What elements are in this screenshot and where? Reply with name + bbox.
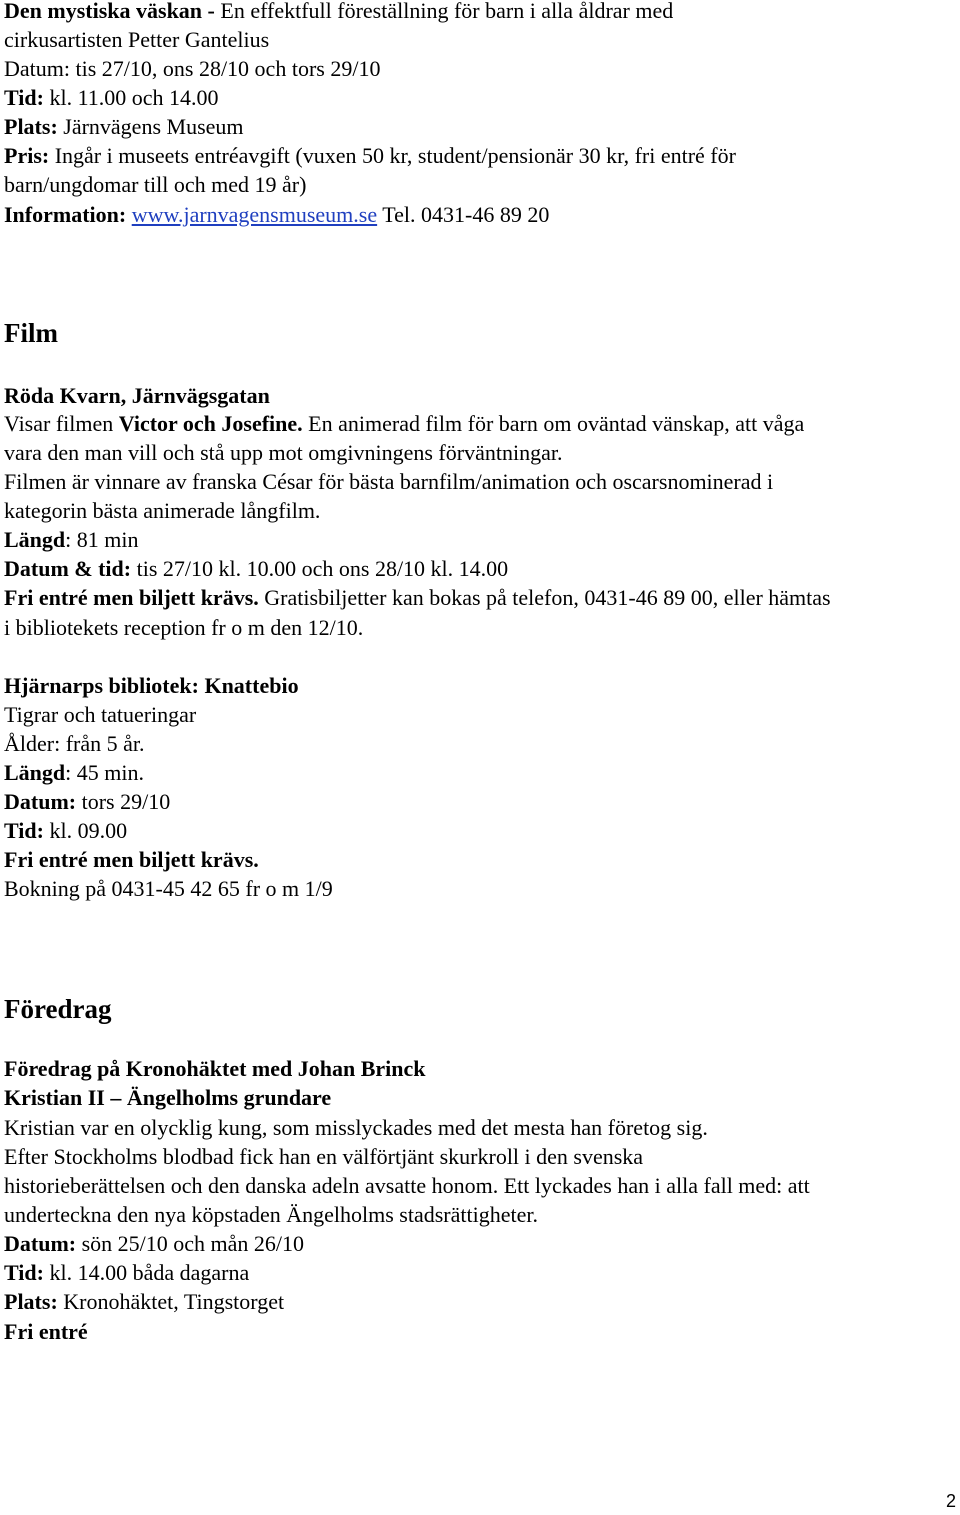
lecture-title: Föredrag på Kronohäktet med Johan Brinck xyxy=(4,1056,426,1081)
knattebio-date-line xyxy=(4,787,170,816)
film-length-value: : 81 min xyxy=(65,527,139,552)
knattebio-booking: Bokning på 0431-45 42 65 fr o m 1/9 xyxy=(4,876,333,901)
film-ticket-info-2: i bibliotekets reception fr o m den 12/10. xyxy=(4,615,364,640)
page-number: 2 xyxy=(945,1491,956,1511)
knattebio-time-value: kl. 09.00 xyxy=(43,818,128,843)
lecture-time-value: kl. 14.00 båda dagarna xyxy=(43,1260,250,1285)
event-price-line-2: barn/ungdomar till och med 19 år) xyxy=(4,172,307,197)
event-title-line xyxy=(4,0,673,25)
film-ticket-line xyxy=(4,583,831,612)
lecture-place-value: Kronohäktet, Tingstorget xyxy=(57,1289,285,1314)
knattebio-length-label: Längd xyxy=(4,760,66,785)
lecture-body-1: Kristian var en olycklig kung, som misslyckades med det mesta han företog sig. xyxy=(4,1115,708,1140)
lecture-body-2: Efter Stockholms blodbad fick han en välförtjänt skurkroll i den svenska xyxy=(4,1144,644,1169)
lecture-time-line xyxy=(4,1258,249,1287)
lecture-body-4: underteckna den nya köpstaden Ängelholms stadsrättigheter. xyxy=(4,1202,538,1227)
place-label: Plats: xyxy=(4,114,58,139)
film-free-entry: Fri entré men biljett krävs. xyxy=(4,585,259,610)
price-value: Ingår i museets entréavgift (vuxen 50 kr, student/pensionär 30 kr, fri entré för xyxy=(49,143,736,168)
event-time-line xyxy=(4,83,219,112)
place-value: Järnvägens Museum xyxy=(57,114,244,139)
film-datetime-line xyxy=(4,554,508,583)
price-label: Pris: xyxy=(4,143,50,168)
event-title-rest: En effektfull föreställning för barn i alla åldrar med xyxy=(214,0,674,23)
time-label: Tid: xyxy=(4,85,44,110)
knattebio-length-line xyxy=(4,758,144,787)
lecture-date-label: Datum: xyxy=(4,1231,77,1256)
film-desc-3: Filmen är vinnare av franska César för bästa barnfilm/animation och oscarsnominerad i xyxy=(4,469,774,494)
film-desc-1: En animerad film för barn om oväntad vänskap, att våga xyxy=(302,411,805,436)
film-intro-line xyxy=(4,409,804,438)
section-heading-film: Film xyxy=(4,318,58,348)
film-length-line xyxy=(4,525,139,554)
knattebio-time-line xyxy=(4,816,127,845)
lecture-place-label: Plats: xyxy=(4,1289,58,1314)
lecture-subtitle: Kristian II – Ängelholms grundare xyxy=(4,1085,332,1110)
lecture-place-line xyxy=(4,1287,284,1316)
info-label: Information: xyxy=(4,202,127,227)
lecture-body-3: historieberättelsen och den danska adeln avsatte honom. Ett lyckades han i alla fall med: att xyxy=(4,1173,810,1198)
film-desc-2: vara den man vill och stå upp mot omgivningens förväntningar. xyxy=(4,440,563,465)
film-length-label: Längd xyxy=(4,527,66,552)
event-price-line xyxy=(4,141,736,170)
knattebio-age: Ålder: från 5 år. xyxy=(4,731,145,756)
knattebio-film-title: Tigrar och tatueringar xyxy=(4,702,197,727)
film-venue: Röda Kvarn, Järnvägsgatan xyxy=(4,383,270,408)
film-datetime-label: Datum & tid: xyxy=(4,556,132,581)
lecture-date-line xyxy=(4,1229,304,1258)
knattebio-free-entry: Fri entré men biljett krävs. xyxy=(4,847,259,872)
event-place-line xyxy=(4,112,244,141)
lecture-free-entry: Fri entré xyxy=(4,1319,88,1344)
knattebio-time-label: Tid: xyxy=(4,818,44,843)
lecture-time-label: Tid: xyxy=(4,1260,44,1285)
knattebio-date-value: tors 29/10 xyxy=(76,789,171,814)
event-performer: cirkusartisten Petter Gantelius xyxy=(4,27,270,52)
knattebio-heading: Hjärnarps bibliotek: Knattebio xyxy=(4,673,299,698)
time-value: kl. 11.00 och 14.00 xyxy=(43,85,219,110)
film-ticket-info-1: Gratisbiljetter kan bokas på telefon, 0431-46 89 00, eller hämtas xyxy=(258,585,831,610)
event-info-line xyxy=(4,200,549,229)
knattebio-date-label: Datum: xyxy=(4,789,77,814)
museum-website-link[interactable]: www.jarnvagensmuseum.se xyxy=(131,202,378,227)
event-title: Den mystiska väskan - xyxy=(4,0,215,23)
film-desc-4: kategorin bästa animerade långfilm. xyxy=(4,498,321,523)
film-intro-prefix: Visar filmen xyxy=(4,411,119,436)
lecture-date-value: sön 25/10 och mån 26/10 xyxy=(76,1231,305,1256)
section-heading-foredrag: Föredrag xyxy=(4,994,112,1024)
film-datetime-value: tis 27/10 kl. 10.00 och ons 28/10 kl. 14.00 xyxy=(131,556,509,581)
event-dates: Datum: tis 27/10, ons 28/10 och tors 29/10 xyxy=(4,56,381,81)
knattebio-length-value: : 45 min. xyxy=(65,760,144,785)
info-phone: Tel. 0431-46 89 20 xyxy=(377,202,550,227)
film-title: Victor och Josefine. xyxy=(118,411,303,436)
